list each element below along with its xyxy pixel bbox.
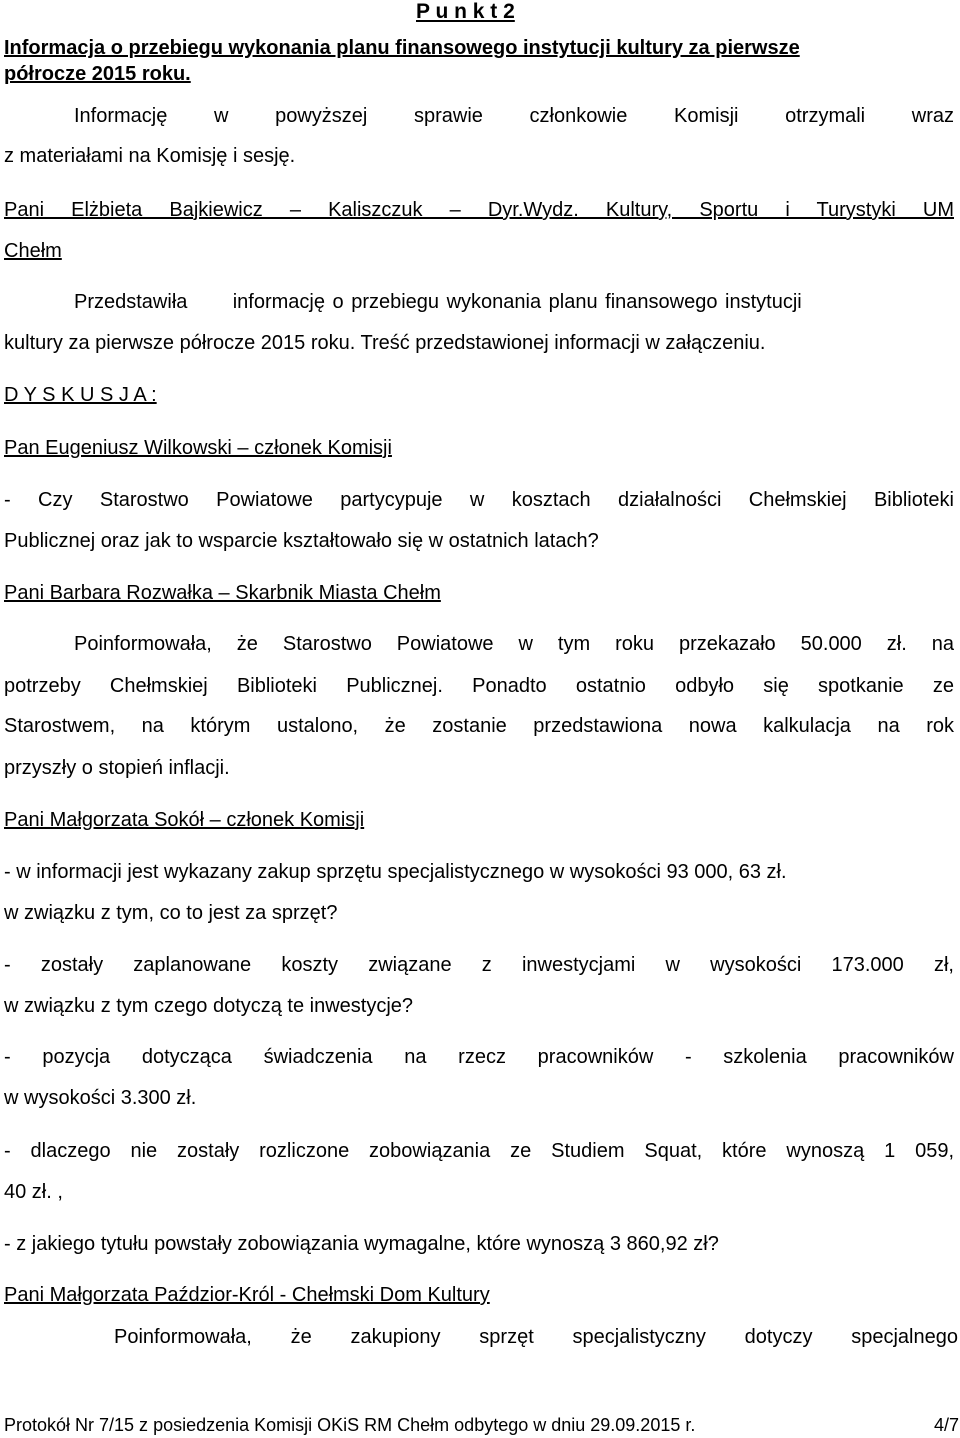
agenda-title-line-2: półrocze 2015 roku. [4,63,191,85]
page-footer [4,1414,959,1436]
speaker-2-text-line-2: Publicznej oraz jak to wsparcie kształtowało się w ostatnich latach? [4,530,599,552]
speaker-1-name-line-1: Pani Elżbieta Bajkiewicz – Kaliszczuk – Dyr.Wydz. Kultury, Sportu i Turystyki UM [4,199,954,221]
speaker-4-question-2-line-2: w związku z tym czego dotyczą te inwestycje? [4,995,414,1017]
intro-line-2: z materiałami na Komisję i sesję. [4,145,296,167]
speaker-4-question-2-line-1: - zostały zaplanowane koszty związane z inwestycjami w wysokości 173.000 zł, [4,954,954,976]
speaker-5-name: Pani Małgorzata Paździor-Król - Chełmski Dom Kultury [4,1284,490,1306]
discussion-heading: D Y S K U S J A : [4,384,157,406]
speaker-3-name: Pani Barbara Rozwałka – Skarbnik Miasta Chełm [4,582,441,604]
speaker-4-question-4-line-1: - dlaczego nie zostały rozliczone zobowiązania ze Studiem Squat, które wynoszą 1 059, [4,1140,954,1162]
speaker-5-text-line-1: Poinformowała, że zakupiony sprzęt specjalistyczny dotyczy specjalnego [114,1326,958,1348]
speaker-2-text-line-1: - Czy Starostwo Powiatowe partycypuje w kosztach działalności Chełmskiej Biblioteki [4,489,954,511]
speaker-2-name: Pan Eugeniusz Wilkowski – członek Komisji [4,437,392,459]
speaker-4-question-1-line-2: w związku z tym, co to jest za sprzęt? [4,902,338,924]
speaker-3-text-line-2: potrzeby Chełmskiej Biblioteki Publicznej. Ponadto ostatnio odbyło się spotkanie ze [4,675,954,697]
speaker-3-text-line-3: Starostwem, na którym ustalono, że zostanie przedstawiona nowa kalkulacja na rok [4,715,954,737]
speaker-4-name: Pani Małgorzata Sokół – członek Komisji [4,809,365,831]
page-number: 4/7 [933,1415,959,1435]
speaker-1-text-line-2: kultury za pierwsze półrocze 2015 roku. Treść przedstawionej informacji w załączeniu. [4,332,766,354]
intro-line-1: Informację w powyższej sprawie członkowie Komisji otrzymali wraz [74,105,954,127]
agenda-title-line-1: Informacja o przebiegu wykonania planu finansowego instytucji kultury za pierwsze [4,37,800,59]
item-heading: P u n k t 2 [416,0,515,23]
speaker-3-text-line-4: przyszły o stopień inflacji. [4,757,230,779]
speaker-4-question-3-line-1: - pozycja dotycząca świadczenia na rzecz pracowników - szkolenia pracowników [4,1046,954,1068]
speaker-4-question-1-line-1: - w informacji jest wykazany zakup sprzętu specjalistycznego w wysokości 93 000, 63 zł. [4,861,787,883]
speaker-1-text-line-1: Przedstawiła informację o przebiegu wykonania planu finansowego instytucji [74,291,802,313]
speaker-4-question-3-line-2: w wysokości 3.300 zł. [4,1087,197,1109]
footer-protocol-text: Protokół Nr 7/15 z posiedzenia Komisji OKiS RM Chełm odbytego w dniu 29.09.2015 r. [4,1415,696,1435]
speaker-4-question-4-line-2: 40 zł. , [4,1181,63,1203]
speaker-3-text-line-1: Poinformowała, że Starostwo Powiatowe w tym roku przekazało 50.000 zł. na [74,633,954,655]
speaker-4-question-5-line-1: - z jakiego tytułu powstały zobowiązania wymagalne, które wynoszą 3 860,92 zł? [4,1233,719,1255]
speaker-1-name-line-2: Chełm [4,240,62,262]
